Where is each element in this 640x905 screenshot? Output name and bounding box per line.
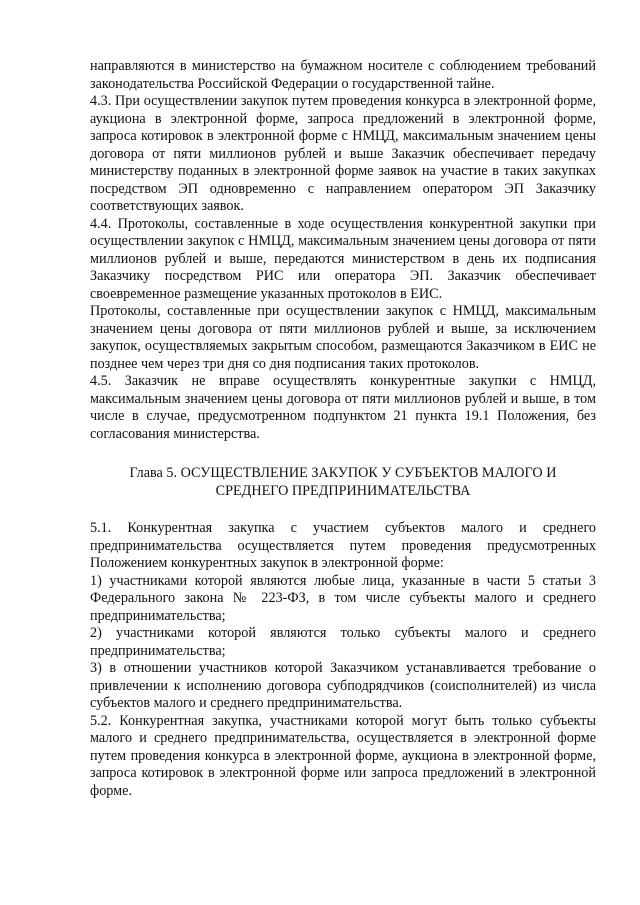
paragraph-4-4: 4.4. Протоколы, составленные в ходе осуществления конкурентной закупки при осуществлении закупок с НМЦД, максимальным значением цены договора от пяти миллионов рублей и выше, передаются министерством в день их подписания Заказчику посредством РИС или оператора ЭП. Заказчик обеспечивает своевременное размещение указанных протоколов в ЕИС. (90, 215, 596, 302)
paragraph-5-2: 5.2. Конкурентная закупка, участниками которой могут быть только субъекты малого и среднего предпринимательства, осуществляется в электронной форме путем проведения конкурса в электронной форме, аукциона в электронной форме, запроса котировок в электронной форме или запроса предложений в электронной форме. (90, 712, 596, 799)
document-page (90, 58, 596, 800)
list-item-3: 3) в отношении участников которой Заказчиком устанавливается требование о привлечении к исполнению договора субподрядчиков (соисполнителей) из числа субъектов малого и среднего предпринимательства. (90, 660, 596, 711)
paragraph-4-2-continuation: направляются в министерство на бумажном носителе с соблюдением требований законодательства Российской Федерации о государственной тайне. (90, 58, 596, 92)
paragraph-protocols: Протоколы, составленные при осуществлении закупок с НМЦД, максимальным значением цены договора от пяти миллионов рублей и выше, за исключением закупок, осуществляемых закрытым способом, размещаются Заказчиком в ЕИС не позднее чем через три дня со дня подписания таких протоколов. (90, 303, 596, 372)
list-item-2: 2) участниками которой являются только субъекты малого и среднего предпринимательства; (90, 625, 596, 659)
list-item-1: 1) участниками которой являются любые лица, указанные в части 5 статьи 3 Федерального закона № 223-ФЗ, в том числе субъекты малого и среднего предпринимательства; (90, 572, 596, 624)
paragraph-4-5: 4.5. Заказчик не вправе осуществлять конкурентные закупки с НМЦД, максимальным значением цены договора от пяти миллионов рублей и выше, в том числе в случае, предусмотренном подпунктом 21 пункта 19.1 Положения, без согласования министерства. (90, 373, 596, 442)
paragraph-5-1: 5.1. Конкурентная закупка с участием субъектов малого и среднего предпринимательства осуществляется путем проведения предусмотренных Положением конкурентных закупок в электронной форме: (90, 520, 596, 571)
chapter-5-heading-line-2: СРЕДНЕГО ПРЕДПРИНИМАТЕЛЬСТВА (215, 483, 471, 499)
chapter-5-heading (90, 464, 596, 500)
chapter-5-heading-line-1: Глава 5. ОСУЩЕСТВЛЕНИЕ ЗАКУПОК У СУБЪЕКТОВ МАЛОГО И (129, 465, 557, 481)
paragraph-4-3: 4.3. При осуществлении закупок путем проведения конкурса в электронной форме, аукциона в электронной форме, запроса предложений в электронной форме, запроса котировок в электронной форме с НМЦД, максимальным значением цены договора от пяти миллионов рублей и выше Заказчик обеспечивает передачу министерству поданных в электронной форме заявок на участие в таких закупках посредством ЭП одновременно с направлением оператором ЭП Заказчику соответствующих заявок. (90, 93, 596, 214)
